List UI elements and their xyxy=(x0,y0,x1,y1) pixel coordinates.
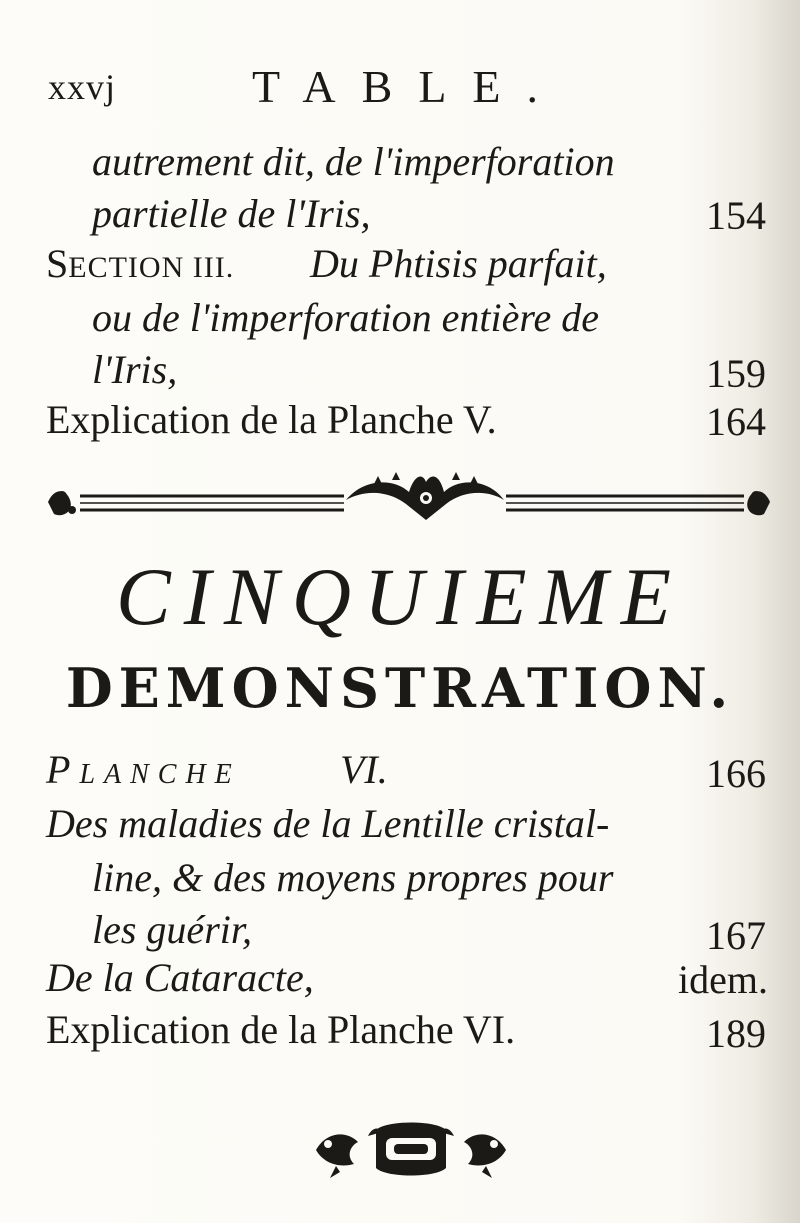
entry-line: les guérir, xyxy=(92,907,252,952)
entry-line: line, & des moyens propres pour xyxy=(92,855,614,900)
entry-line: Explication de la Planche VI. xyxy=(46,1007,516,1052)
plate-number: VI. xyxy=(340,747,388,792)
entry-page-number: 164 xyxy=(706,399,766,444)
entry-page-number: 166 xyxy=(706,751,766,796)
section-label xyxy=(46,240,234,287)
section-subtitle: DEMONSTRATION. xyxy=(65,656,735,720)
section-title: CINQUIEME xyxy=(116,551,684,642)
entry-line: ou de l'imperforation entière de xyxy=(92,295,599,340)
entry-line: De la Cataracte, xyxy=(46,955,314,1000)
ornamental-rule xyxy=(44,470,774,530)
plate-label-rest: LANCHE xyxy=(79,759,241,790)
entry-line: Explication de la Planche V. xyxy=(46,397,497,442)
section-label-capital: S xyxy=(46,241,69,286)
entry-page-number: 189 xyxy=(706,1011,766,1056)
plate-label-capital: P xyxy=(46,747,80,792)
plate-label xyxy=(46,746,241,793)
entry-line: partielle de l'Iris, xyxy=(92,191,371,236)
entry-line: Du Phtisis parfait, xyxy=(310,241,607,286)
page-number: xxvj xyxy=(48,67,117,107)
entry-page-number: 167 xyxy=(706,913,766,958)
entry-line: Des maladies de la Lentille cristal- xyxy=(46,801,610,846)
tailpiece-ornament xyxy=(306,1110,516,1190)
entry-page-number: idem. xyxy=(678,957,768,1002)
page-header-title: TABLE. xyxy=(252,61,565,112)
section-label-rest: ECTION III. xyxy=(68,251,235,284)
entry-line: autrement dit, de l'imperforation xyxy=(92,139,615,184)
entry-line: l'Iris, xyxy=(92,347,178,392)
entry-page-number: 159 xyxy=(706,351,766,396)
entry-page-number: 154 xyxy=(706,193,766,238)
